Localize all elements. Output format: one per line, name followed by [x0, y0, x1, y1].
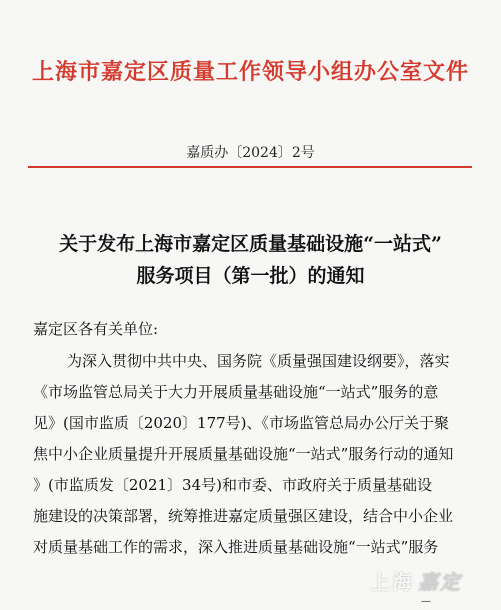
issuing-office-title: 上海市嘉定区质量工作领导小组办公室文件 [31, 59, 469, 85]
body-line-3: 见》(国市监质〔2020〕177号)、《市场监管总局办公厅关于聚 [33, 414, 450, 432]
watermark-logo [370, 566, 462, 595]
body-line-4: 焦中小企业质量提升开展质量基础设施“一站式”服务行动的通知 [33, 445, 454, 463]
watermark-tail: 嘉定 [418, 570, 462, 594]
notice-title-line-1: 关于发布上海市嘉定区质量基础设施“一站式” [59, 233, 442, 255]
salutation: 嘉定区各有关单位: [33, 320, 159, 338]
body-line-2: 《市场监管总局关于大力开展质量基础设施“一站式”服务的意 [33, 383, 439, 401]
document-number: 嘉质办〔2024〕2号 [186, 145, 315, 161]
body-line-7: 对质量基础工作的需求，深入推进质量基础设施“一站式”服务 [33, 538, 439, 556]
notice-title-line-2: 服务项目（第一批）的通知 [136, 265, 365, 287]
watermark-text: 上海 [370, 570, 414, 594]
red-divider-line [28, 166, 472, 168]
page-dash: — [421, 596, 431, 607]
body-line-5: 》(市监质发〔2021〕34号)和市委、市政府关于质量基础设 [33, 476, 432, 494]
body-line-6: 施建设的决策部署，统筹推进嘉定质量强区建设，结合中小企业 [33, 507, 454, 525]
body-line-1: 为深入贯彻中共中央、国务院《质量强国建设纲要》，落实 [67, 352, 450, 370]
